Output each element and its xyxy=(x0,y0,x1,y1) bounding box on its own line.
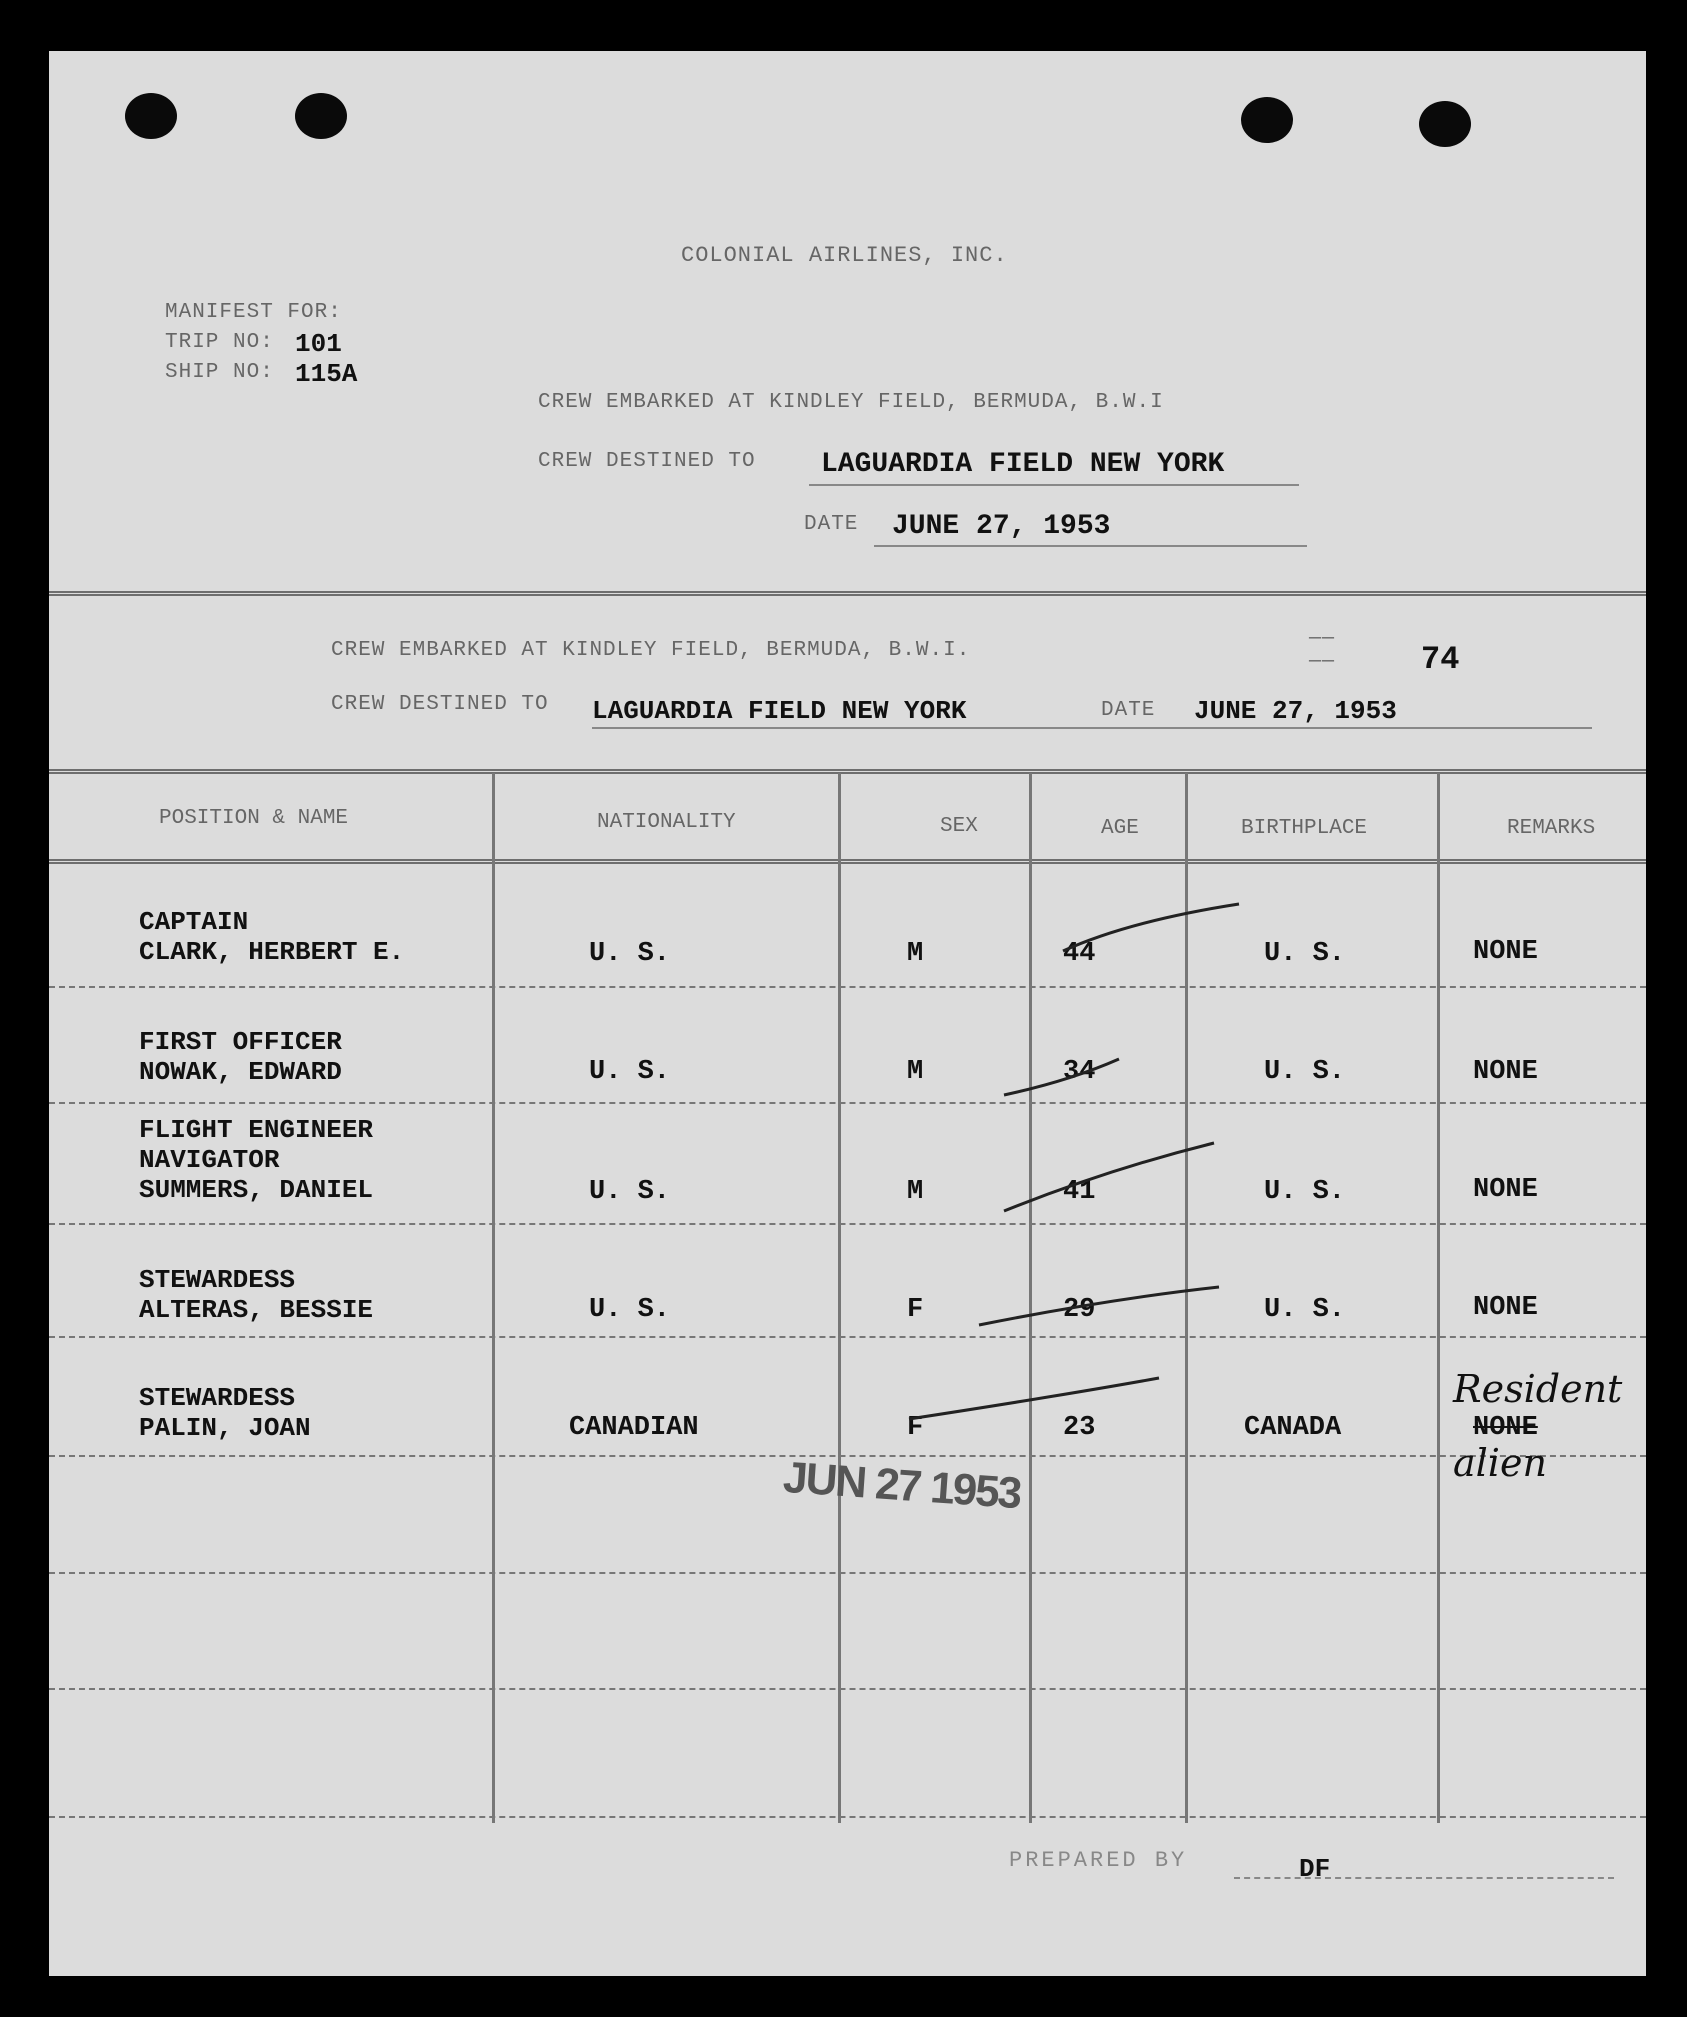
second-date-label: DATE xyxy=(1101,699,1156,722)
nationality-cell: U. S. xyxy=(589,1057,671,1087)
manifest-for-label: MANIFEST FOR: xyxy=(165,301,342,324)
age-cell: 34 xyxy=(1063,1057,1096,1087)
prepared-by-initials: DF xyxy=(1299,1854,1331,1884)
crew-name: CLARK, HERBERT E. xyxy=(139,937,405,967)
second-destined-label: CREW DESTINED TO xyxy=(331,693,549,716)
ship-number: 115A xyxy=(295,359,358,389)
birthplace-cell: U. S. xyxy=(1264,1295,1346,1325)
position-title: CAPTAIN xyxy=(139,907,249,937)
position-title: STEWARDESS xyxy=(139,1383,296,1413)
second-date-value: JUNE 27, 1953 xyxy=(1194,696,1397,726)
birthplace-cell: U. S. xyxy=(1264,1057,1346,1087)
pen-check-marks xyxy=(49,51,1646,1976)
age-cell: 29 xyxy=(1063,1295,1096,1325)
destined-label: CREW DESTINED TO xyxy=(538,450,756,473)
column-header-nationality: NATIONALITY xyxy=(597,811,736,834)
page-number: 74 xyxy=(1421,641,1460,678)
birthplace-cell: U. S. xyxy=(1264,1177,1346,1207)
birthplace-cell: U. S. xyxy=(1264,939,1346,969)
nationality-cell: U. S. xyxy=(589,939,671,969)
position-title: FLIGHT ENGINEER xyxy=(139,1115,374,1145)
prepared-by-label: PREPARED BY xyxy=(1009,1848,1188,1873)
age-cell: 41 xyxy=(1063,1177,1096,1207)
crew-name: ALTERAS, BESSIE xyxy=(139,1295,374,1325)
embarked-label: CREW EMBARKED AT KINDLEY FIELD, BERMUDA, B.W.I xyxy=(538,391,1164,414)
sex-cell: M xyxy=(907,939,924,969)
birthplace-cell: CANADA xyxy=(1244,1413,1342,1443)
crew-name: SUMMERS, DANIEL xyxy=(139,1175,374,1205)
column-header-age: AGE xyxy=(1101,817,1139,840)
age-cell: 23 xyxy=(1063,1413,1096,1443)
manifest-sheet xyxy=(49,51,1646,1976)
column-header-birthplace: BIRTHPLACE xyxy=(1241,817,1368,840)
nationality-cell: CANADIAN xyxy=(569,1413,699,1443)
position-title: STEWARDESS xyxy=(139,1265,296,1295)
nationality-cell: U. S. xyxy=(589,1177,671,1207)
column-header-sex: SEX xyxy=(940,815,978,838)
age-cell: 44 xyxy=(1063,939,1096,969)
crew-name: NOWAK, EDWARD xyxy=(139,1057,342,1087)
nationality-cell: U. S. xyxy=(589,1295,671,1325)
ship-label: SHIP NO: xyxy=(165,361,274,384)
remarks-cell: NONE xyxy=(1473,1175,1538,1205)
sex-cell: M xyxy=(907,1177,924,1207)
trip-label: TRIP NO: xyxy=(165,331,274,354)
page-number-dashes: —— —— xyxy=(1309,627,1336,673)
second-embarked-label: CREW EMBARKED AT KINDLEY FIELD, BERMUDA, B.W.I. xyxy=(331,639,971,662)
remarks-cell: NONE xyxy=(1473,937,1538,967)
sex-cell: F xyxy=(907,1413,924,1443)
handwritten-remark: alien xyxy=(1453,1441,1547,1485)
second-destined-value: LAGUARDIA FIELD NEW YORK xyxy=(592,696,967,726)
date-value: JUNE 27, 1953 xyxy=(892,511,1111,542)
handwritten-remark: Resident xyxy=(1453,1367,1623,1411)
remarks-cell: NONE xyxy=(1473,1293,1538,1323)
destined-value: LAGUARDIA FIELD NEW YORK xyxy=(821,449,1225,480)
remarks-cell: NONE xyxy=(1473,1057,1538,1087)
position-title-secondary: NAVIGATOR xyxy=(139,1145,280,1175)
date-label: DATE xyxy=(804,513,859,536)
column-header-position: POSITION & NAME xyxy=(159,807,349,830)
column-header-remarks: REMARKS xyxy=(1507,817,1596,840)
crew-name: PALIN, JOAN xyxy=(139,1413,311,1443)
company-name: COLONIAL AIRLINES, INC. xyxy=(681,243,1008,268)
date-received-stamp: JUN 27 1953 xyxy=(781,1452,1022,1519)
sex-cell: M xyxy=(907,1057,924,1087)
remarks-cell-struck: NONE xyxy=(1473,1413,1538,1443)
sex-cell: F xyxy=(907,1295,924,1325)
trip-number: 101 xyxy=(295,329,342,359)
position-title: FIRST OFFICER xyxy=(139,1027,342,1057)
